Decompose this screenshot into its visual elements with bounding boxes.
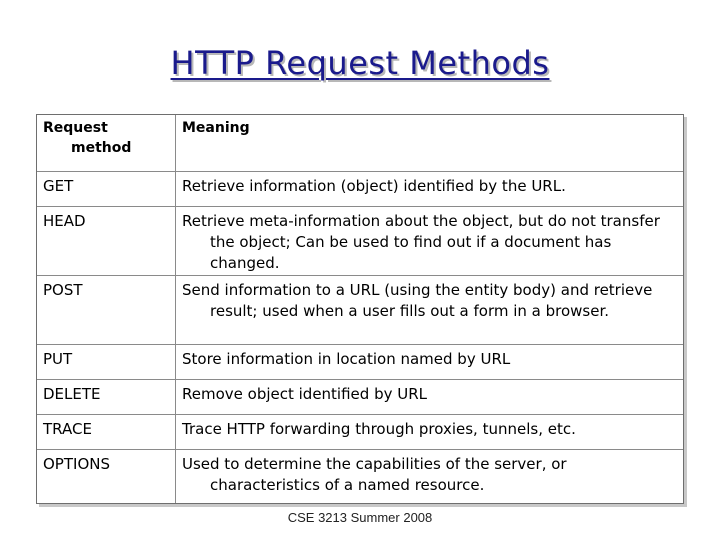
table-header-row bbox=[37, 115, 683, 171]
method-cell: PUT bbox=[37, 344, 176, 379]
table-row bbox=[37, 379, 683, 414]
table-row bbox=[37, 414, 683, 449]
meaning-cell: Retrieve meta-information about the object, but do not transfer the object; Can be used to find out if a document has changed. bbox=[176, 206, 684, 275]
header-meaning: Meaning bbox=[176, 115, 684, 171]
footer-text: CSE 3213 Summer 2008 bbox=[287, 510, 433, 525]
page-title: HTTP Request Methods bbox=[170, 44, 550, 82]
method-cell: TRACE bbox=[37, 414, 176, 449]
header-request-label: Request bbox=[43, 120, 108, 136]
meaning-cell: Trace HTTP forwarding through proxies, tunnels, etc. bbox=[176, 414, 684, 449]
method-cell: OPTIONS bbox=[37, 449, 176, 503]
meaning-cell: Remove object identified by URL bbox=[176, 379, 684, 414]
methods-table bbox=[36, 114, 684, 504]
header-method-label: method bbox=[71, 140, 132, 156]
table-row bbox=[37, 344, 683, 379]
meaning-cell: Send information to a URL (using the entity body) and retrieve result; used when a user fills out a form in a browser. bbox=[176, 275, 684, 344]
method-cell: DELETE bbox=[37, 379, 176, 414]
meaning-cell: Store information in location named by URL bbox=[176, 344, 684, 379]
method-cell: GET bbox=[37, 171, 176, 206]
header-request-method bbox=[37, 115, 176, 171]
meaning-cell: Used to determine the capabilities of the server, or characteristics of a named resource. bbox=[182, 454, 567, 494]
meaning-cell: Retrieve information (object) identified by the URL. bbox=[176, 171, 684, 206]
table-row bbox=[37, 171, 683, 206]
table-row bbox=[37, 449, 683, 503]
table-row bbox=[37, 275, 683, 344]
method-cell: POST bbox=[37, 275, 176, 344]
method-cell: HEAD bbox=[37, 206, 176, 275]
table-row bbox=[37, 206, 683, 275]
